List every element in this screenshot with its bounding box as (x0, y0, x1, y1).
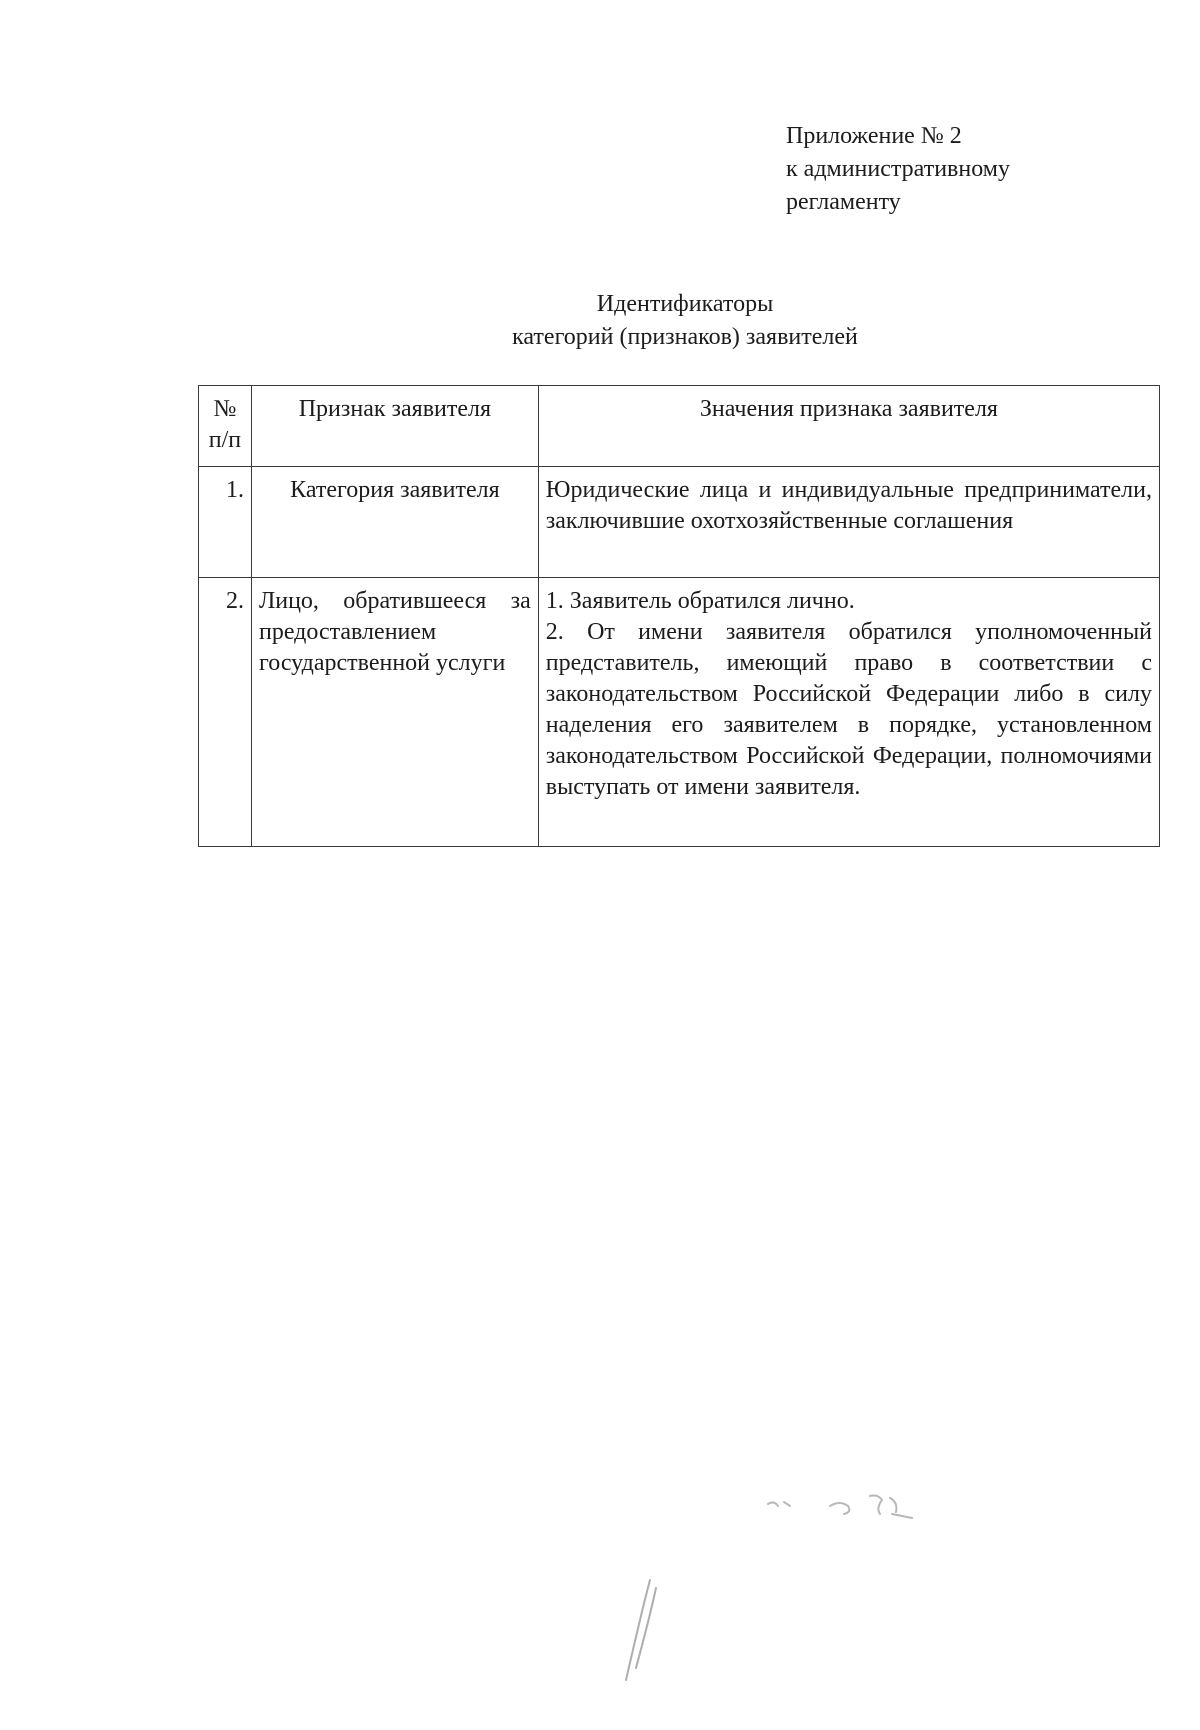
appendix-line-3: регламенту (786, 189, 901, 215)
table-header-row (199, 386, 1160, 467)
row-attribute-text: Лицо, обратившееся за предоставлением государственной услуги (258, 588, 531, 676)
title-line-2: категорий (признаков) заявителей (512, 324, 858, 350)
row-values (538, 467, 1159, 578)
document-title (0, 288, 1200, 354)
row-number: 2. (199, 578, 252, 847)
faint-signature-stroke (600, 1570, 680, 1690)
row-value-text: Юридические лица и индивидуальные предприниматели, заключившие охотхозяйственные соглашения (545, 477, 1152, 534)
appendix-note (786, 120, 1010, 219)
appendix-line-1: Приложение № 2 (786, 123, 962, 149)
row-values (538, 578, 1159, 847)
table-row (199, 467, 1160, 578)
identifiers-table (198, 385, 1160, 847)
header-values: Значения признака заявителя (538, 386, 1159, 467)
header-attribute: Признак заявителя (251, 386, 538, 467)
appendix-line-2: к административному (786, 156, 1010, 182)
faint-handwritten-mark (760, 1490, 990, 1730)
table-row (199, 578, 1160, 847)
row-attribute: Категория заявителя (251, 467, 538, 578)
row-value-text: 2. От имени заявителя обратился уполномоченный представитель, имеющий право в соответствии с законодательством Российской Федерации либо в силу наделения его заявителем в порядке, установленном законодательством Российской Федерации, полномочиями выступать от имени заявителя. (545, 619, 1152, 800)
header-number: № п/п (199, 386, 252, 467)
row-number: 1. (199, 467, 252, 578)
row-attribute (251, 578, 538, 847)
row-value-text: 1. Заявитель обратился лично. (545, 588, 855, 614)
title-line-1: Идентификаторы (596, 291, 774, 317)
